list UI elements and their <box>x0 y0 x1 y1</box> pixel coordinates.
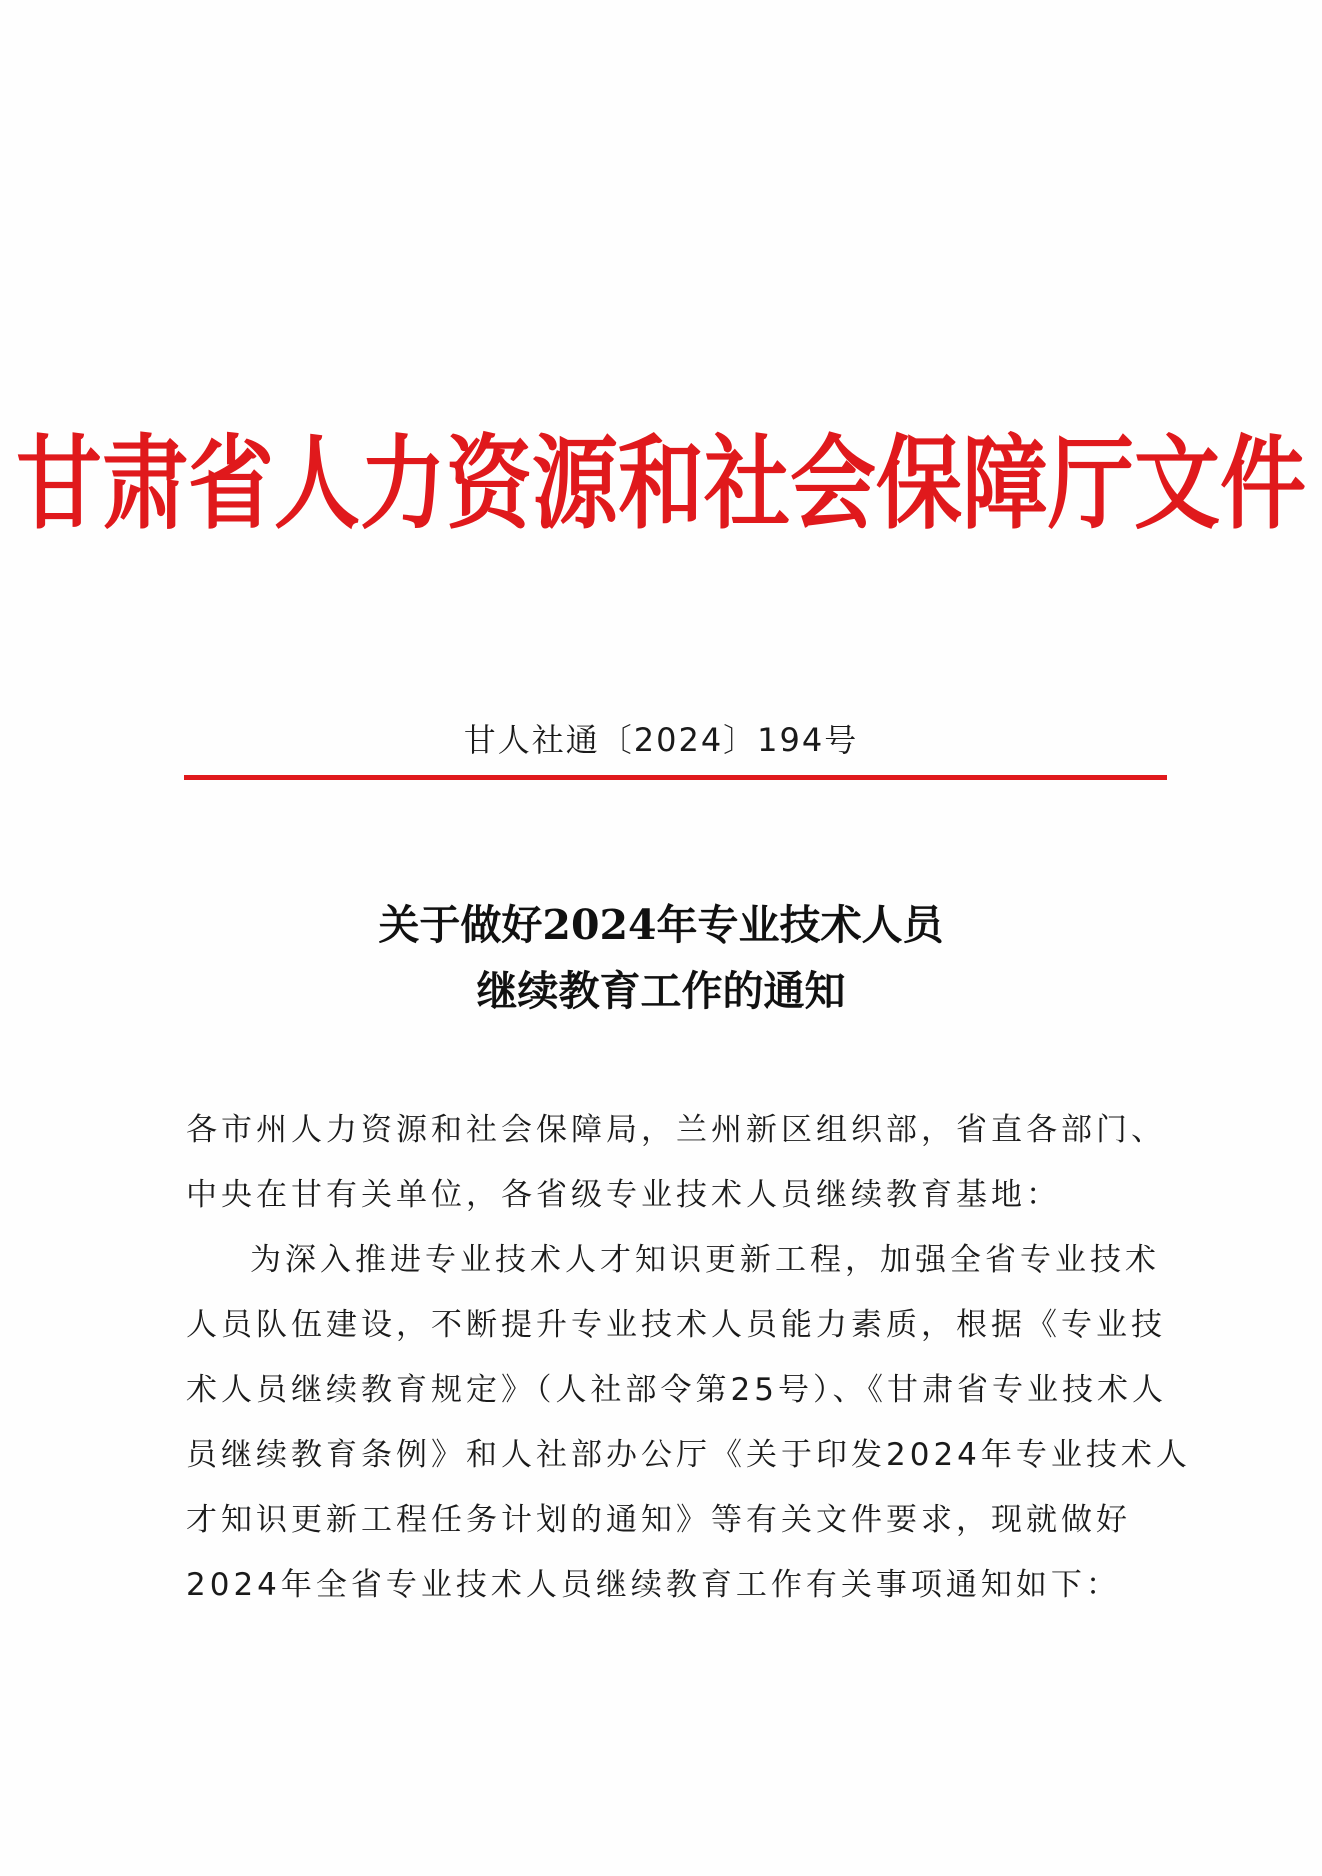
body-line-addressee-1: 各市州人力资源和社会保障局，兰州新区组织部，省直各部门、 <box>186 1112 1166 1148</box>
body-line-addressee-2: 中央在甘有关单位，各省级专业技术人员继续教育基地： <box>186 1177 1061 1213</box>
body-line-7: 才知识更新工程任务计划的通知》等有关文件要求，现就做好 <box>186 1502 1131 1538</box>
body-line-4: 人员队伍建设，不断提升专业技术人员能力素质，根据《专业技 <box>186 1307 1166 1343</box>
body-line-3: 为深入推进专业技术人才知识更新工程，加强全省专业技术 <box>250 1242 1160 1278</box>
notice-title <box>0 892 1322 1024</box>
notice-title-line-1: 关于做好2024年专业技术人员 <box>378 901 944 949</box>
red-divider-line <box>184 775 1167 780</box>
notice-title-line-2: 继续教育工作的通知 <box>476 967 846 1015</box>
body-line-6: 员继续教育条例》和人社部办公厅《关于印发2024年专业技术人 <box>186 1437 1191 1473</box>
issuer-header-title: 甘肃省人力资源和社会保障厅文件 <box>16 424 1306 544</box>
notice-body <box>186 1098 1191 1618</box>
body-line-8: 2024年全省专业技术人员继续教育工作有关事项通知如下： <box>186 1567 1121 1603</box>
document-number: 甘人社通〔2024〕194号 <box>463 721 859 759</box>
body-line-5: 术人员继续教育规定》（人社部令第25号）、《甘肃省专业技术人 <box>186 1372 1167 1408</box>
